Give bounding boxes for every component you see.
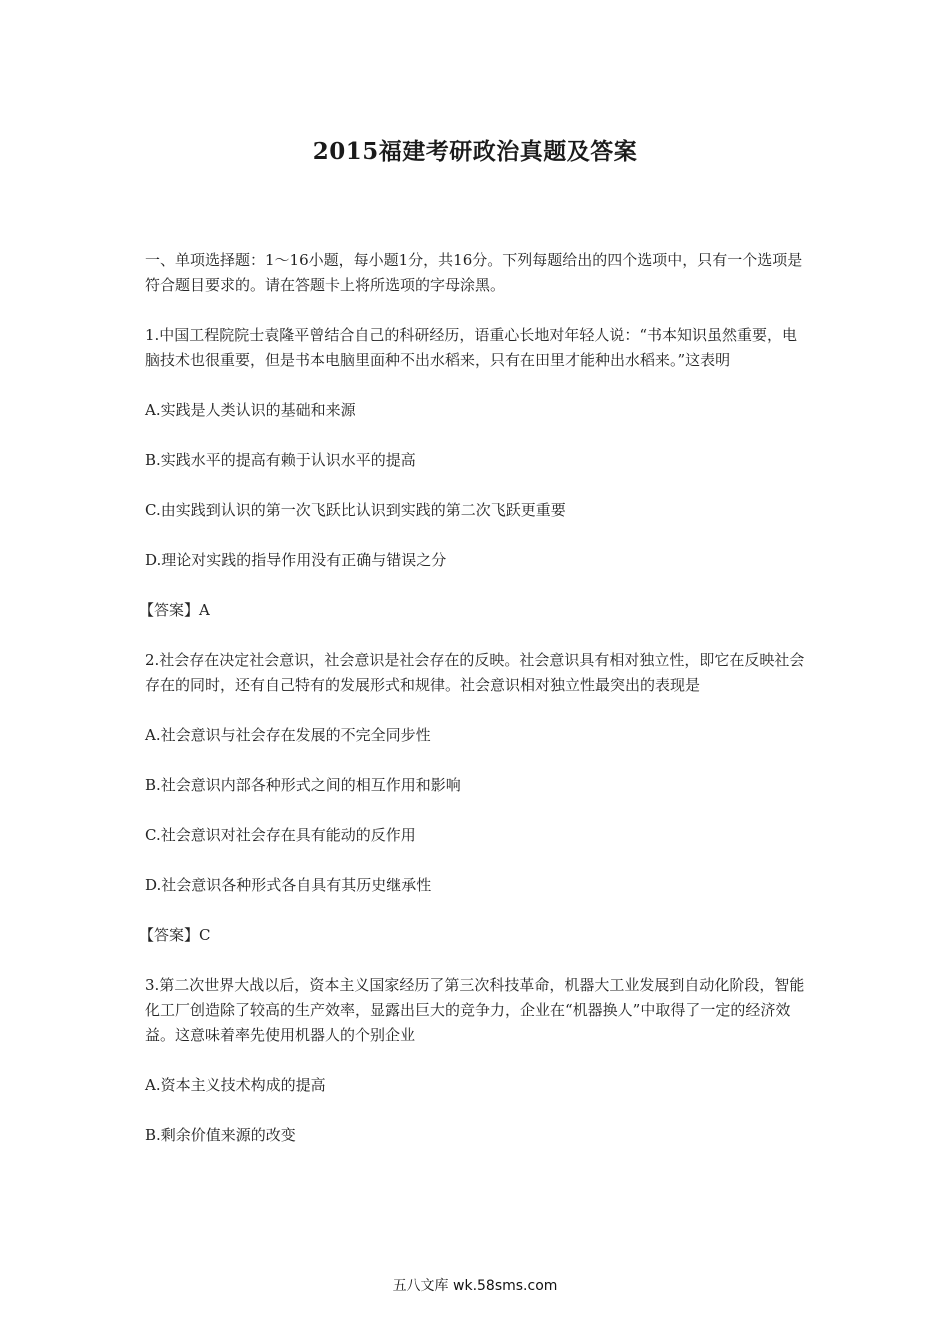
question-1-option-c: C.由实践到认识的第一次飞跃比认识到实践的第二次飞跃更重要: [145, 501, 566, 519]
question-1-option-a: A.实践是人类认识的基础和来源: [145, 401, 356, 419]
question-1-answer: 【答案】A: [139, 601, 210, 619]
page-footer-watermark: 五八文库 wk.58sms.com: [392, 1278, 558, 1294]
question-3-stem: 3.第二次世界大战以后，资本主义国家经历了第三次科技革命，机器大工业发展到自动化阶段，智能化工厂创造除了较高的生产效率，显露出巨大的竞争力，企业在“机器换人”中取得了一定的经济效益。这意味着率先使用机器人的个别企业: [145, 976, 805, 1044]
section-instructions: 一、单项选择题：1～16小题，每小题1分，共16分。下列每题给出的四个选项中，只有一个选项是符合题目要求的。请在答题卡上将所选项的字母涂黑。: [145, 251, 803, 294]
question-3-option-a: A.资本主义技术构成的提高: [145, 1076, 326, 1094]
question-2-option-d: D.社会意识各种形式各自具有其历史继承性: [145, 876, 432, 894]
document-body: [139, 248, 810, 1173]
question-1-stem: 1.中国工程院院士袁隆平曾结合自己的科研经历，语重心长地对年轻人说：“书本知识虽然重要，电脑技术也很重要，但是书本电脑里面种不出水稻来，只有在田里才能种出水稻来。”这表明: [145, 326, 797, 369]
question-1-option-b: B.实践水平的提高有赖于认识水平的提高: [145, 451, 416, 469]
question-1-option-d: D.理论对实践的指导作用没有正确与错误之分: [145, 551, 447, 569]
question-2-option-c: C.社会意识对社会存在具有能动的反作用: [145, 826, 416, 844]
question-2-answer: 【答案】C: [139, 926, 211, 944]
question-2-stem: 2.社会存在决定社会意识，社会意识是社会存在的反映。社会意识具有相对独立性，即它在反映社会存在的同时，还有自己特有的发展形式和规律。社会意识相对独立性最突出的表现是: [145, 651, 805, 694]
question-3-option-b: B.剩余价值来源的改变: [145, 1126, 296, 1144]
question-2-option-a: A.社会意识与社会存在发展的不完全同步性: [145, 726, 431, 744]
document-title: 2015福建考研政治真题及答案: [312, 138, 638, 165]
question-2-option-b: B.社会意识内部各种形式之间的相互作用和影响: [145, 776, 461, 794]
